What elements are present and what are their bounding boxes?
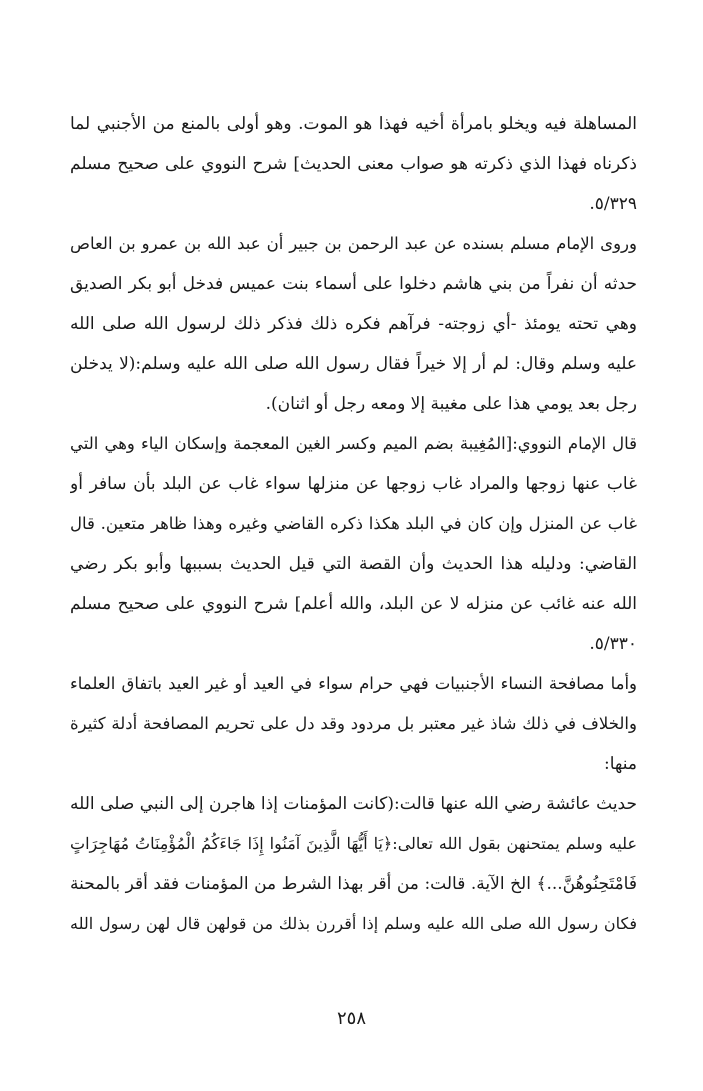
text-line: حدثه أن نفراً من بني هاشم دخلوا على أسماء بنت عميس فدخل أبو بكر الصديق <box>70 274 637 294</box>
text-line: منها: <box>604 754 637 774</box>
text-line: فكان رسول الله صلى الله عليه وسلم إذا أقررن بذلك من قولهن قال لهن رسول الله <box>70 914 637 933</box>
text-line: قال الإمام النووي:[المُغِيبة بضم الميم وكسر الغين المعجمة وإسكان الياء وهي التي <box>70 434 637 453</box>
text-line: غاب عنها زوجها والمراد غاب زوجها عن منزلها سواء غاب عن البلد بأن سافر أو <box>70 474 637 494</box>
text-line: الله عنه غائب عن منزله لا عن البلد، والله أعلم] شرح النووي على صحيح مسلم <box>70 594 637 614</box>
text-line: ذكرناه فهذا الذي ذكرته هو صواب معنى الحديث] شرح النووي على صحيح مسلم <box>70 154 637 174</box>
text-line: عليه وسلم وقال: لم أر إلا خيراً فقال رسول الله صلى الله عليه وسلم:(لا يدخلن <box>70 354 637 374</box>
text-line: رجل بعد يومي هذا على مغيبة إلا ومعه رجل أو اثنان). <box>265 394 637 414</box>
text-line: والخلاف في ذلك شاذ غير معتبر بل مردود وقد دل على تحريم المصافحة أدلة كثيرة <box>70 714 637 733</box>
text-line: وأما مصافحة النساء الأجنبيات فهي حرام سواء في العيد أو غير العيد باتفاق العلماء <box>70 674 637 693</box>
text-line: المساهلة فيه ويخلو بامرأة أخيه فهذا هو الموت. وهو أولى بالمنع من الأجنبي لما <box>70 114 637 134</box>
text-line: ٥/٣٢٩. <box>589 194 637 214</box>
text-line: وروى الإمام مسلم بسنده عن عبد الرحمن بن جبير أن عبد الله بن عمرو بن العاص <box>70 234 637 253</box>
text-line: وهي تحته يومئذ -أي زوجته- فرآهم فكره ذلك فذكر ذلك لرسول الله صلى الله <box>70 314 637 334</box>
text-line: غاب عن المنزل وإن كان في البلد هكذا ذكره القاضي وغيره وهذا ظاهر متعين. قال <box>70 514 637 533</box>
text-line: القاضي: ودليله هذا الحديث وأن القصة التي قيل الحديث بسببها وأبو بكر رضي <box>70 554 637 574</box>
text-line: فَامْتَحِنُوهُنَّ...﴾ الخ الآية. قالت: من أقر بهذا الشرط من المؤمنات فقد أقر بالمحنة <box>70 874 637 894</box>
text-line: حديث عائشة رضي الله عنها قالت:(كانت المؤمنات إذا هاجرن إلى النبي صلى الله <box>70 794 637 814</box>
page-number: ٢٥٨ <box>336 1008 366 1029</box>
text-line: ٥/٣٣٠. <box>589 634 637 654</box>
text-line: عليه وسلم يمتحنهن بقول الله تعالى:﴿يَا أَيُّهَا الَّذِينَ آمَنُوا إِذَا جَاءَكُمُ الْمُؤْمِنَاتُ مُهَاجِرَاتٍ <box>70 834 637 853</box>
